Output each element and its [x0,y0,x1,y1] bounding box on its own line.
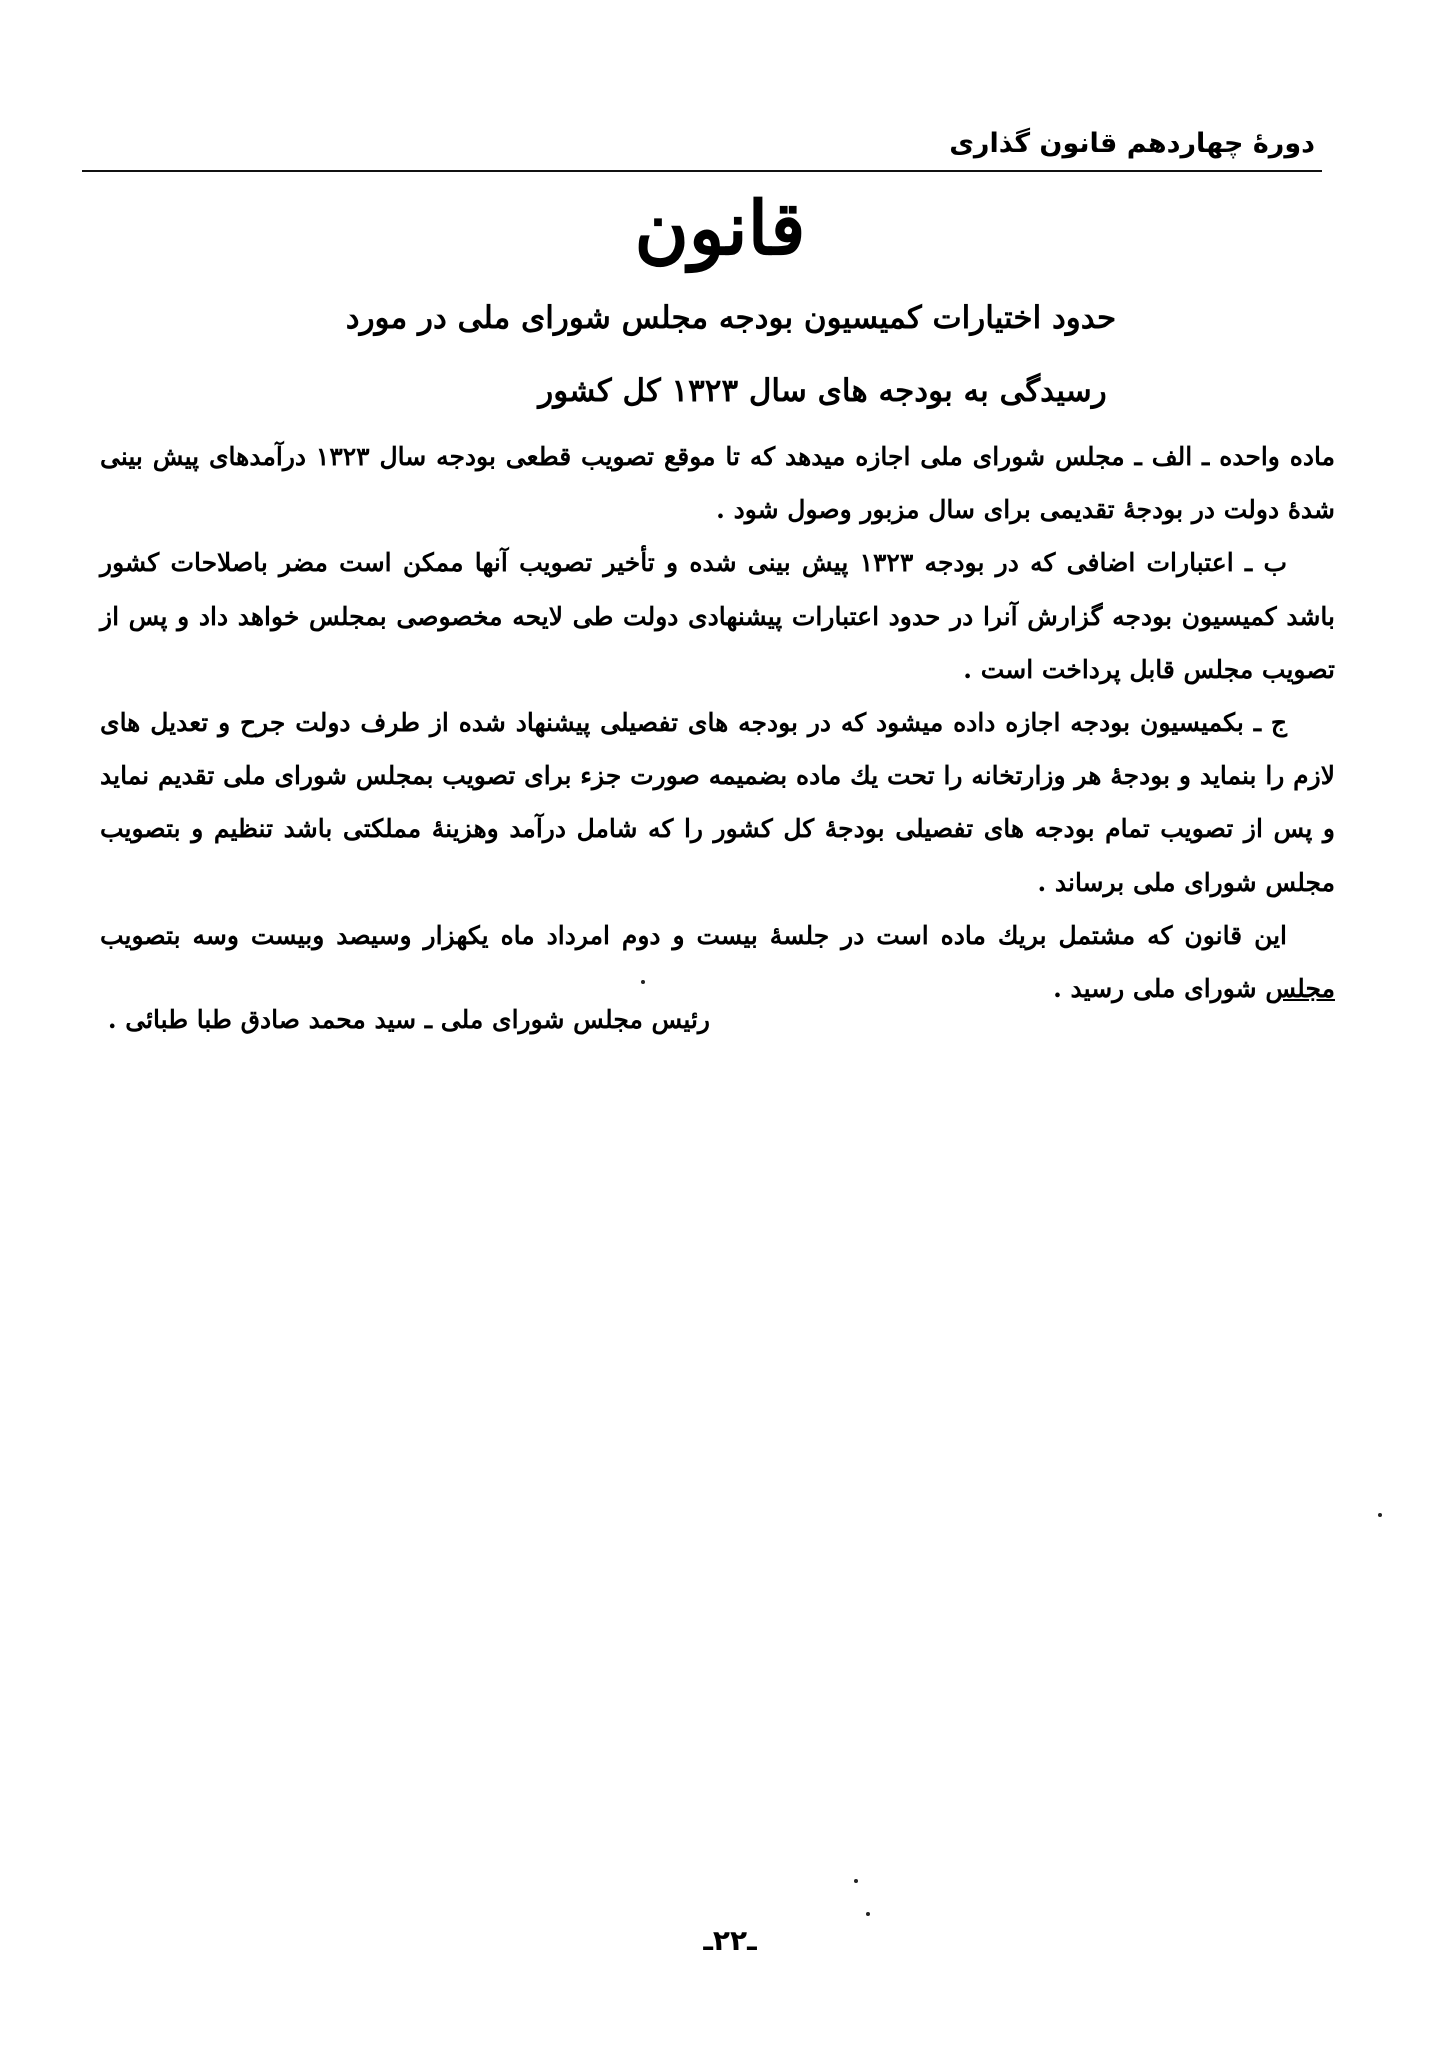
article-a: ماده واحده ـ الف ـ مجلس شورای ملی اجازه میدهد که تا موقع تصویب قطعی بودجه سال ۱۳۲۳ درآمدهای پیش بینی شدهٔ دولت در بودجهٔ تقدیمی برای سال مزبور وصول شود . [100,442,1335,525]
subtitle-line-2: رسیدگی به بودجه های سال ۱۳۲۳ کل کشور [538,373,1107,409]
ink-speck [641,980,645,984]
ink-speck [1378,1513,1382,1517]
page-number: ـ۲۲ـ [703,1924,757,1957]
closing-text-start: این قانون که مشتمل بریك ماده است در جلسهٔ بیست و دوم امرداد ماه یکهزار وسیصد وبیست وسه بتصویب [100,920,1287,950]
article-c: ج ـ بکمیسیون بودجه اجازه داده میشود که در بودجه های تفصیلی پیشنهاد شده از طرف دولت جرح و تعدیل های لازم را بنماید و بودجهٔ هر وزارتخانه را تحت یك ماده بضمیمه صورت جزء برای تصویب بمجلس شورای ملی تقدیم نماید و پس از تصویب تمام بودجه های تفصیلی بودجهٔ کل کشور را که شامل درآمد وهزینهٔ مملکتی باشد تنظیم و بتصویب مجلس شورای ملی برساند . [100,708,1335,897]
closing-text-end: شورای ملی رسید . [1053,974,1257,1004]
closing-paragraph [100,909,1335,1015]
article-b: ب ـ اعتبارات اضافی که در بودجه ۱۳۲۳ پیش بینی شده و تأخیر تصویب آنها ممکن است مضر باصلاحات کشور باشد کمیسیون بودجه گزارش آنرا در حدود اعتبارات پیشنهادی دولت طی لایحه مخصوصی بمجلس خواهد داد و پس از تصویب مجلس قابل پرداخت است . [100,548,1335,684]
subtitle-line-1: حدود اختیارات کمیسیون بودجه مجلس شورای ملی در مورد [345,300,1117,336]
ink-speck [854,1879,858,1883]
running-header: دورهٔ چهاردهم قانون گذاری [949,128,1315,159]
header-rule [82,170,1322,172]
ink-speck [866,1912,870,1916]
signature: رئیس مجلس شورای ملی ـ سید محمد صادق طبا طبائی . [107,1005,710,1034]
law-title: قانون [634,186,806,272]
law-body [100,430,1335,1015]
closing-underlined-word: مجلس [1265,974,1335,1004]
